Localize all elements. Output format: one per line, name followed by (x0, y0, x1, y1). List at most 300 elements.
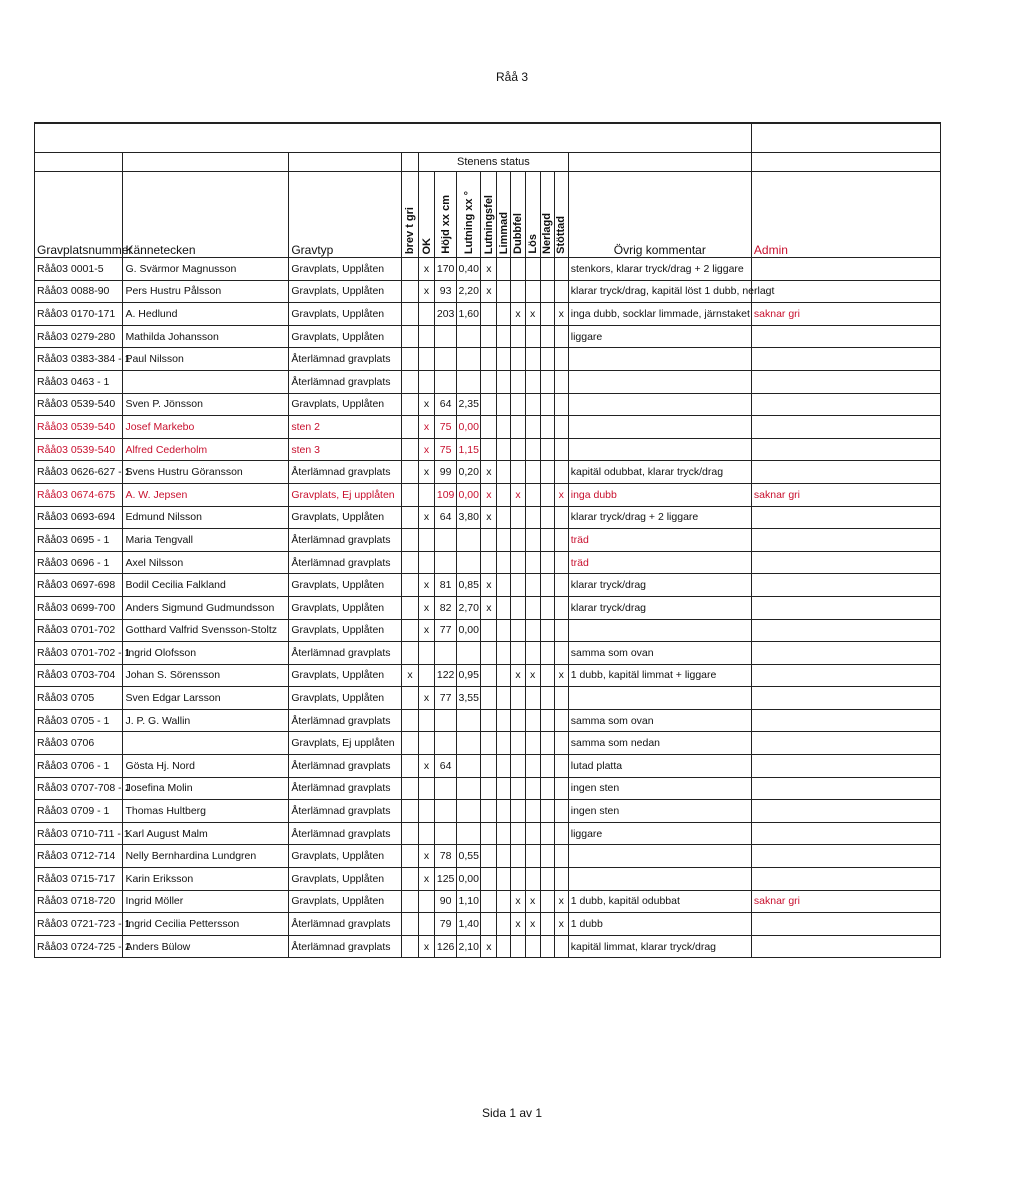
cell-glued (497, 755, 511, 778)
cell-ok: x (419, 868, 435, 891)
cell-admin (751, 280, 940, 303)
col-header-ok: OK (420, 237, 433, 254)
cell-tilt: 3,55 (457, 687, 481, 710)
col-header-admin: Admin (751, 172, 940, 258)
cell-height (435, 529, 457, 552)
cell-glued (497, 596, 511, 619)
cell-comment: kapitäl limmat, klarar tryck/drag (568, 935, 751, 958)
cell-tilt: 0,00 (457, 868, 481, 891)
cell-tilt (457, 709, 481, 732)
cell-supported (554, 868, 568, 891)
cell-name: Karl August Malm (123, 822, 289, 845)
cell-height: 99 (435, 461, 457, 484)
cell-brev (401, 280, 418, 303)
col-header-supported: Stöttad (555, 216, 568, 254)
cell-supported: x (554, 483, 568, 506)
cell-brev (401, 551, 418, 574)
cell-loose (525, 461, 540, 484)
cell-comment: liggare (568, 325, 751, 348)
cell-laid (540, 868, 554, 891)
cell-type: Gravplats, Upplåten (289, 393, 402, 416)
cell-loose (525, 325, 540, 348)
cell-ok (419, 709, 435, 732)
cell-type: Återlämnad gravplats (289, 935, 402, 958)
cell-height (435, 709, 457, 732)
cell-tilt: 0,40 (457, 258, 481, 281)
cell-admin (751, 506, 940, 529)
cell-ok: x (419, 280, 435, 303)
cell-name: Sven P. Jönsson (123, 393, 289, 416)
cell-tiltfault (481, 664, 497, 687)
cell-ok (419, 913, 435, 936)
cell-ok (419, 732, 435, 755)
grave-table (34, 122, 941, 958)
cell-comment: träd (568, 551, 751, 574)
cell-type: Återlämnad gravplats (289, 370, 402, 393)
table-row (35, 642, 941, 665)
cell-ok (419, 642, 435, 665)
cell-name: Ingrid Möller (123, 890, 289, 913)
cell-brev (401, 461, 418, 484)
cell-brev (401, 483, 418, 506)
cell-tiltfault: x (481, 461, 497, 484)
cell-loose (525, 393, 540, 416)
cell-plot: Råå03 0539-540 (35, 393, 123, 416)
cell-laid (540, 529, 554, 552)
cell-plot: Råå03 0706 (35, 732, 123, 755)
cell-height: 170 (435, 258, 457, 281)
cell-loose (525, 687, 540, 710)
cell-height (435, 800, 457, 823)
cell-laid (540, 596, 554, 619)
cell-admin (751, 596, 940, 619)
cell-name: Gotthard Valfrid Svensson-Stoltz (123, 619, 289, 642)
cell-ok: x (419, 393, 435, 416)
cell-ok: x (419, 755, 435, 778)
cell-tiltfault: x (481, 258, 497, 281)
cell-type: Gravplats, Upplåten (289, 687, 402, 710)
cell-admin (751, 619, 940, 642)
cell-tilt: 2,10 (457, 935, 481, 958)
cell-type: Återlämnad gravplats (289, 913, 402, 936)
cell-comment: 1 dubb, kapitäl odubbat (568, 890, 751, 913)
cell-glued (497, 348, 511, 371)
cell-supported (554, 416, 568, 439)
cell-double (511, 800, 525, 823)
cell-double (511, 777, 525, 800)
cell-tiltfault (481, 551, 497, 574)
cell-tilt: 0,95 (457, 664, 481, 687)
cell-double: x (511, 483, 525, 506)
cell-admin (751, 438, 940, 461)
cell-laid (540, 348, 554, 371)
cell-comment: ingen sten (568, 800, 751, 823)
cell-height: 77 (435, 687, 457, 710)
cell-laid (540, 258, 554, 281)
cell-height: 77 (435, 619, 457, 642)
cell-tilt (457, 325, 481, 348)
cell-type: Återlämnad gravplats (289, 755, 402, 778)
cell-tiltfault (481, 822, 497, 845)
cell-ok (419, 551, 435, 574)
cell-tilt: 2,20 (457, 280, 481, 303)
cell-double (511, 280, 525, 303)
col-header-height: Höjd xx cm (439, 195, 452, 254)
cell-laid (540, 890, 554, 913)
table-row (35, 596, 941, 619)
cell-brev (401, 529, 418, 552)
cell-glued (497, 935, 511, 958)
cell-name: Johan S. Sörensson (123, 664, 289, 687)
cell-type: Gravplats, Upplåten (289, 619, 402, 642)
cell-loose (525, 868, 540, 891)
cell-laid (540, 732, 554, 755)
cell-glued (497, 845, 511, 868)
cell-comment: liggare (568, 822, 751, 845)
cell-type: Återlämnad gravplats (289, 642, 402, 665)
cell-plot: Råå03 0170-171 (35, 303, 123, 326)
cell-tiltfault (481, 393, 497, 416)
cell-ok (419, 370, 435, 393)
cell-loose (525, 348, 540, 371)
table-row (35, 529, 941, 552)
cell-double: x (511, 664, 525, 687)
col-header-laid: Nerlagd (541, 213, 554, 254)
status-group-row (35, 153, 941, 172)
cell-tilt (457, 755, 481, 778)
cell-height: 79 (435, 913, 457, 936)
cell-brev: x (401, 664, 418, 687)
cell-supported (554, 506, 568, 529)
cell-laid (540, 325, 554, 348)
cell-glued (497, 529, 511, 552)
cell-supported (554, 529, 568, 552)
cell-plot: Råå03 0696 - 1 (35, 551, 123, 574)
cell-comment: lutad platta (568, 755, 751, 778)
table-row (35, 551, 941, 574)
cell-tilt (457, 642, 481, 665)
cell-plot: Råå03 0697-698 (35, 574, 123, 597)
cell-laid (540, 822, 554, 845)
table-row (35, 732, 941, 755)
cell-double (511, 845, 525, 868)
cell-ok: x (419, 935, 435, 958)
cell-glued (497, 732, 511, 755)
cell-double (511, 551, 525, 574)
cell-plot: Råå03 0724-725 - 1 (35, 935, 123, 958)
cell-plot: Råå03 0705 (35, 687, 123, 710)
table-row (35, 709, 941, 732)
cell-height: 90 (435, 890, 457, 913)
cell-plot: Råå03 0706 - 1 (35, 755, 123, 778)
cell-admin (751, 393, 940, 416)
cell-supported: x (554, 890, 568, 913)
cell-tilt (457, 822, 481, 845)
cell-brev (401, 822, 418, 845)
cell-plot: Råå03 0693-694 (35, 506, 123, 529)
cell-glued (497, 868, 511, 891)
cell-admin (751, 529, 940, 552)
cell-loose (525, 551, 540, 574)
cell-tiltfault (481, 642, 497, 665)
cell-tiltfault: x (481, 935, 497, 958)
cell-name: Gösta Hj. Nord (123, 755, 289, 778)
cell-supported (554, 574, 568, 597)
cell-tilt (457, 551, 481, 574)
cell-tilt (457, 348, 481, 371)
cell-type: Återlämnad gravplats (289, 551, 402, 574)
cell-tilt: 1,40 (457, 913, 481, 936)
cell-supported (554, 642, 568, 665)
cell-comment: klarar tryck/drag + 2 liggare (568, 506, 751, 529)
page-header: Råå 3 (495, 70, 529, 84)
cell-admin (751, 664, 940, 687)
cell-type: Gravplats, Upplåten (289, 868, 402, 891)
cell-admin (751, 845, 940, 868)
cell-height: 75 (435, 438, 457, 461)
cell-admin (751, 709, 940, 732)
cell-tilt: 0,85 (457, 574, 481, 597)
cell-brev (401, 619, 418, 642)
cell-height (435, 325, 457, 348)
cell-name: Paul Nilsson (123, 348, 289, 371)
cell-loose (525, 438, 540, 461)
cell-laid (540, 506, 554, 529)
cell-type: sten 2 (289, 416, 402, 439)
cell-tilt: 0,00 (457, 483, 481, 506)
cell-ok: x (419, 438, 435, 461)
cell-supported (554, 755, 568, 778)
cell-admin (751, 868, 940, 891)
table-row (35, 416, 941, 439)
cell-laid (540, 619, 554, 642)
cell-tiltfault (481, 416, 497, 439)
cell-name: Bodil Cecilia Falkland (123, 574, 289, 597)
cell-supported (554, 551, 568, 574)
cell-comment: samma som nedan (568, 732, 751, 755)
cell-supported (554, 596, 568, 619)
table-row (35, 258, 941, 281)
status-group-label: Stenens status (419, 153, 569, 172)
cell-brev (401, 438, 418, 461)
cell-tilt: 3,80 (457, 506, 481, 529)
cell-glued (497, 461, 511, 484)
cell-tiltfault (481, 529, 497, 552)
cell-comment (568, 687, 751, 710)
cell-plot: Råå03 0721-723 - 1 (35, 913, 123, 936)
cell-comment: samma som ovan (568, 642, 751, 665)
cell-comment: inga dubb, socklar limmade, järnstaket (568, 303, 751, 326)
cell-ok: x (419, 258, 435, 281)
cell-double: x (511, 913, 525, 936)
cell-loose (525, 642, 540, 665)
cell-admin (751, 935, 940, 958)
page-footer: Sida 1 av 1 (481, 1106, 543, 1120)
cell-glued (497, 370, 511, 393)
cell-name: Karin Eriksson (123, 868, 289, 891)
cell-tiltfault (481, 619, 497, 642)
col-header-loose: Lös (526, 234, 539, 254)
table-row (35, 935, 941, 958)
cell-plot: Råå03 0279-280 (35, 325, 123, 348)
cell-height (435, 370, 457, 393)
table-row (35, 868, 941, 891)
col-header-comment: Övrig kommentar (568, 172, 751, 258)
cell-plot: Råå03 0710-711 - 1 (35, 822, 123, 845)
cell-brev (401, 687, 418, 710)
cell-plot: Råå03 0539-540 (35, 438, 123, 461)
cell-double (511, 393, 525, 416)
table-row (35, 687, 941, 710)
table-row (35, 461, 941, 484)
cell-tilt: 0,55 (457, 845, 481, 868)
cell-glued (497, 709, 511, 732)
cell-tiltfault (481, 370, 497, 393)
cell-height: 78 (435, 845, 457, 868)
cell-supported (554, 258, 568, 281)
cell-tilt (457, 370, 481, 393)
cell-double: x (511, 890, 525, 913)
cell-glued (497, 687, 511, 710)
cell-laid (540, 913, 554, 936)
table-row (35, 438, 941, 461)
cell-height: 125 (435, 868, 457, 891)
cell-comment: 1 dubb (568, 913, 751, 936)
cell-ok: x (419, 574, 435, 597)
cell-loose (525, 845, 540, 868)
cell-glued (497, 551, 511, 574)
cell-loose (525, 619, 540, 642)
cell-tiltfault (481, 913, 497, 936)
cell-brev (401, 913, 418, 936)
cell-comment (568, 868, 751, 891)
cell-admin (751, 461, 940, 484)
cell-laid (540, 461, 554, 484)
cell-laid (540, 687, 554, 710)
cell-admin (751, 574, 940, 597)
cell-ok (419, 822, 435, 845)
col-header-plot: Gravplatsnummer (35, 172, 123, 258)
cell-double (511, 348, 525, 371)
cell-tiltfault: x (481, 596, 497, 619)
cell-glued (497, 506, 511, 529)
cell-tiltfault (481, 890, 497, 913)
cell-tilt: 2,70 (457, 596, 481, 619)
cell-laid (540, 709, 554, 732)
cell-double (511, 755, 525, 778)
cell-tilt: 1,60 (457, 303, 481, 326)
cell-ok (419, 890, 435, 913)
cell-supported (554, 709, 568, 732)
cell-laid (540, 416, 554, 439)
cell-type: Gravplats, Upplåten (289, 506, 402, 529)
cell-supported (554, 800, 568, 823)
cell-name: Anders Bülow (123, 935, 289, 958)
cell-name: Alfred Cederholm (123, 438, 289, 461)
cell-glued (497, 619, 511, 642)
col-header-tiltfault: Lutningsfel (482, 194, 495, 254)
cell-height: 203 (435, 303, 457, 326)
cell-double (511, 596, 525, 619)
cell-loose (525, 529, 540, 552)
cell-double (511, 642, 525, 665)
cell-supported (554, 325, 568, 348)
cell-plot: Råå03 0463 - 1 (35, 370, 123, 393)
cell-type: Gravplats, Upplåten (289, 303, 402, 326)
cell-loose (525, 935, 540, 958)
cell-height (435, 732, 457, 755)
cell-comment (568, 416, 751, 439)
table-row (35, 619, 941, 642)
cell-double (511, 868, 525, 891)
cell-glued (497, 258, 511, 281)
cell-double (511, 506, 525, 529)
cell-laid (540, 664, 554, 687)
cell-laid (540, 574, 554, 597)
cell-comment (568, 438, 751, 461)
cell-loose (525, 732, 540, 755)
cell-tilt (457, 800, 481, 823)
cell-glued (497, 913, 511, 936)
cell-supported (554, 732, 568, 755)
cell-comment: kapitäl odubbat, klarar tryck/drag (568, 461, 751, 484)
cell-type: Gravplats, Upplåten (289, 890, 402, 913)
col-header-glued: Limmad (497, 211, 510, 254)
cell-loose: x (525, 664, 540, 687)
cell-brev (401, 506, 418, 529)
cell-brev (401, 890, 418, 913)
cell-ok (419, 800, 435, 823)
cell-admin: saknar gri (751, 483, 940, 506)
cell-loose (525, 596, 540, 619)
cell-brev (401, 393, 418, 416)
cell-ok (419, 529, 435, 552)
cell-supported (554, 280, 568, 303)
cell-tilt: 0,20 (457, 461, 481, 484)
cell-type: Återlämnad gravplats (289, 709, 402, 732)
cell-height (435, 348, 457, 371)
cell-loose (525, 574, 540, 597)
cell-laid (540, 483, 554, 506)
cell-laid (540, 280, 554, 303)
cell-type: Gravplats, Upplåten (289, 280, 402, 303)
cell-ok (419, 483, 435, 506)
cell-supported (554, 438, 568, 461)
cell-plot: Råå03 0674-675 (35, 483, 123, 506)
cell-ok: x (419, 506, 435, 529)
cell-loose (525, 822, 540, 845)
cell-tiltfault: x (481, 280, 497, 303)
cell-comment: klarar tryck/drag (568, 574, 751, 597)
cell-tiltfault (481, 303, 497, 326)
cell-admin (751, 687, 940, 710)
cell-double (511, 619, 525, 642)
table-row (35, 303, 941, 326)
cell-name (123, 370, 289, 393)
cell-plot: Råå03 0088-90 (35, 280, 123, 303)
cell-type: Gravplats, Upplåten (289, 574, 402, 597)
cell-ok: x (419, 416, 435, 439)
cell-name: G. Svärmor Magnusson (123, 258, 289, 281)
cell-tiltfault: x (481, 574, 497, 597)
cell-type: Återlämnad gravplats (289, 348, 402, 371)
cell-comment (568, 393, 751, 416)
cell-height: 109 (435, 483, 457, 506)
cell-name: Sven Edgar Larsson (123, 687, 289, 710)
table-row (35, 664, 941, 687)
cell-tilt (457, 529, 481, 552)
cell-admin (751, 370, 940, 393)
